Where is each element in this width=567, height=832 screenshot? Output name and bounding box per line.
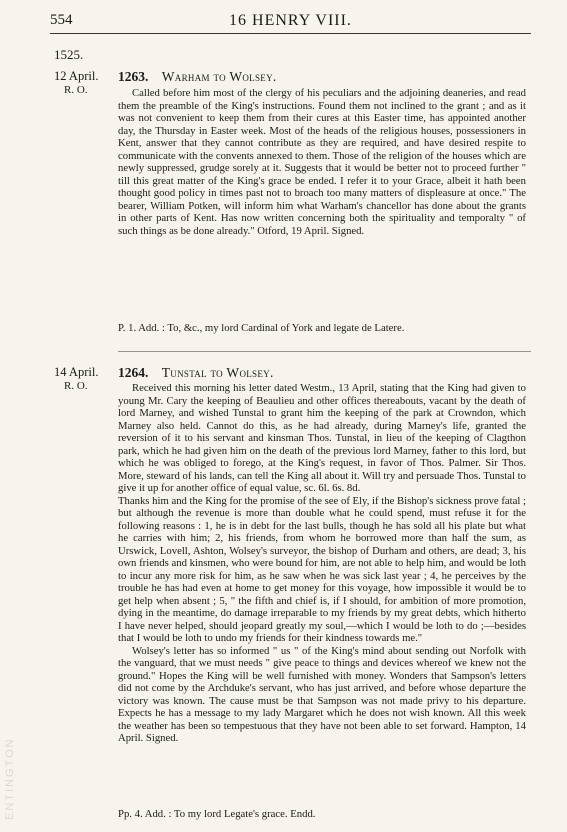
page-number: 554 — [50, 12, 73, 28]
entry-source: R. O. — [64, 380, 88, 392]
entry-source: R. O. — [64, 84, 88, 96]
library-stamp-watermark: ENTINGTON — [4, 737, 16, 820]
entry-number: 1263. — [118, 69, 149, 84]
entry-body-1264 — [118, 382, 526, 745]
entry-title-1263 — [118, 69, 277, 85]
entry-number: 1264. — [118, 365, 149, 380]
paragraph: Thanks him and the King for the promise of the see of Ely, if the Bishop's sickness prove fatal ; but although the revenue is more than double what he could spend, must refuse it for the following reasons : 1, he is in debt for the last bulls, though he has sold all his plate but what he carries with him; 2, his friends, from whom he borrowed more than half the sum, as Urswick, Lovell, Ashton, Wolsey's surveyor, the bishop of Durham and others, are dead; 3, his own friends and kinsmen, who were bound for him, are not able to help him, and would be loth to incur any more risk for him, as he saw when he was sick last year ; 4, he perceives by the trouble he has had even at home to get money for this voyage, how impossible it would be to get help when absent ; 5, " the fifth and chief is, if I should, for ambition of more promotion, dying in the meantime, do damage irreparable to my friends by my great debts, which hitherto I have never helped, should jeopard greatly my soul,—which I would be loth to do ;—besides that I would be loth to undo my friends for their kindness towards me." — [118, 494, 526, 644]
paragraph: Called before him most of the clergy of his peculiars and the adjoining deaneries, and read them the preamble of the King's instructions. Found them not inclined to the grant ; and as it was not convenient to keep them from their cures at this Easter time, has appointed another day, the Thursday in Easter week. Most of the heads of the religious houses, possessioners in Kent, answer that they cannot contribute as they are required, and have desired respite to communicate with the convents annexed to them. Those of the religion of the houses which are newly suppressed, grudge sorely at it. Suggests that it would be better not to proceed further " till this great matter of the King's grace be ended. I refer it to your Grace, albeit it hath been thought good policy in times past not to broach too many matters of displeasure at once." The bearer, William Potken, will inform him what Warham's chancellor has done about the grants in other parts of Kent. Has now written concerning both the spirituality and temporalty " of such things as be done already." Otford, 19 April. Signed. — [118, 87, 526, 237]
entry-date-text: 14 April. — [54, 365, 99, 379]
running-title: 16 HENRY VIII. — [229, 12, 352, 29]
entry-date-1264 — [54, 365, 98, 393]
header-rule — [50, 33, 531, 34]
year-label: 1525. — [54, 47, 84, 62]
running-header — [50, 12, 531, 34]
entry-address-1263: P. 1. Add. : To, &c., my lord Cardinal of York and legate de Latere. — [118, 322, 405, 334]
paragraph: Received this morning his letter dated Westm., 13 April, stating that the King had given to young Mr. Cary the keeping of Beaulieu and other offices thereabouts, vacant by the death of lord Marney, and wished Tunstal to grant him the keeping of the park at Crowndon, which Marney also held. Cannot do this, as he had already, during Marney's life, granted the reversion of it to his servant and kinsman Thos. Tunstal, in lieu of the keeping of Clagthon park, which he had given him on the death of the previous lord Marney, father to this lord, but which he was obliged to forego, at the King's request, in favor of Thos. Palmer. Sir Thos. More, steward of his lands, can tell the King all about it. Will try and persuade Thos. Tunstal to give it up for another office of equal value, sc. 6l. 6s. 8d. — [118, 382, 526, 494]
entry-address-1264: Pp. 4. Add. : To my lord Legate's grace. Endd. — [118, 808, 316, 820]
entry-separator — [118, 351, 531, 352]
entry-date-text: 12 April. — [54, 69, 99, 83]
entry-heading: Warham to Wolsey. — [161, 69, 277, 84]
paragraph: Wolsey's letter has so informed " us " of the King's mind about sending out Norfolk with the vanguard, that we must needs " give peace to things and devices whereof we knew not the ground." Hopes the King will be well furnished with money. Wonders that Sampson's letters did not come by the Archduke's servant, who has just arrived, and before whose departure the victory was known. The cause must be that Sampson was not made privy to his departure. Expects he has a message to my lady Margaret which he does not wish known. All this week the weather has been so tempestuous that they have not been able to set forward. Hampton, 14 April. Signed. — [118, 644, 526, 744]
entry-date-1263 — [54, 69, 98, 97]
entry-body-1263 — [118, 87, 526, 237]
entry-heading: Tunstal to Wolsey. — [161, 365, 274, 380]
entry-title-1264 — [118, 365, 274, 381]
